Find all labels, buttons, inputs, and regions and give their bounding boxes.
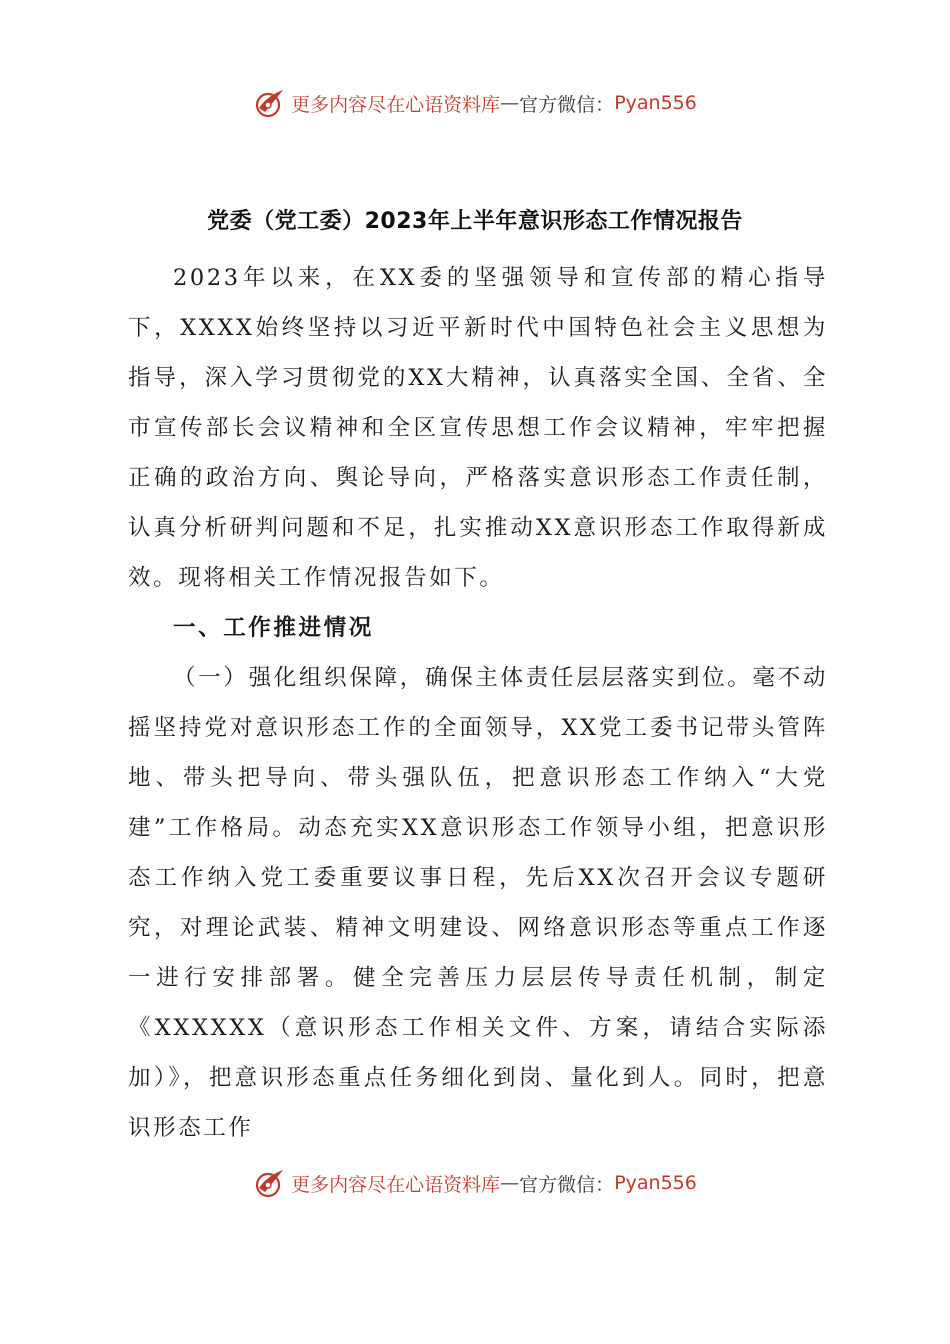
document-title: 党委（党工委）2023年上半年意识形态工作情况报告 xyxy=(207,209,743,234)
intro-paragraph: 2023年以来，在XX委的坚强领导和宣传部的精心指导下，XXXX始终坚持以习近平新时代中国特色社会主义思想为指导，深入学习贯彻党的XX大精神，认真落实全国、全省、全市宣传部长会议精神和全区宣传思想工作会议精神，牢牢把握正确的政治方向、舆论导向，严格落实意识形态工作责任制，认真分析研判问题和不足，扎实推动XX意识形态工作取得新成效。现将相关工作情况报告如下。 xyxy=(128,265,828,591)
watermark-banner-bottom xyxy=(0,1161,950,1205)
banner-promo-text: 更多内容尽在心语资料库 xyxy=(291,1173,501,1196)
banner-separator: — xyxy=(500,92,520,114)
banner-separator: — xyxy=(500,1172,520,1194)
watermark-banner-top xyxy=(0,81,950,125)
banner-promo-text: 更多内容尽在心语资料库 xyxy=(291,93,501,116)
section-heading: 一、工作推进情况 xyxy=(173,615,374,641)
brush-logo-icon xyxy=(253,1166,287,1200)
section-paragraph: （一）强化组织保障，确保主体责任层层落实到位。毫不动摇坚持党对意识形态工作的全面领导，XX党工委书记带头管阵地、带头把导向、带头强队伍，把意识形态工作纳入“大党建”工作格局。动态充实XX意识形态工作领导小组，把意识形态工作纳入党工委重要议事日程，先后XX次召开会议专题研究，对理论武装、精神文明建设、网络意识形态等重点工作逐一进行安排部署。健全完善压力层层传导责任机制，制定《XXXXXX（意识形态工作相关文件、方案，请结合实际添加）》，把意识形态重点任务细化到岗、量化到人。同时，把意识形态工作 xyxy=(128,665,828,1141)
banner-wechat-id: Pyan556 xyxy=(614,1172,697,1194)
banner-wechat-label: 官方微信： xyxy=(519,1173,615,1196)
banner-wechat-label: 官方微信： xyxy=(519,93,615,116)
brush-logo-icon xyxy=(253,86,287,120)
banner-wechat-id: Pyan556 xyxy=(614,92,697,114)
document-body xyxy=(128,253,828,1153)
